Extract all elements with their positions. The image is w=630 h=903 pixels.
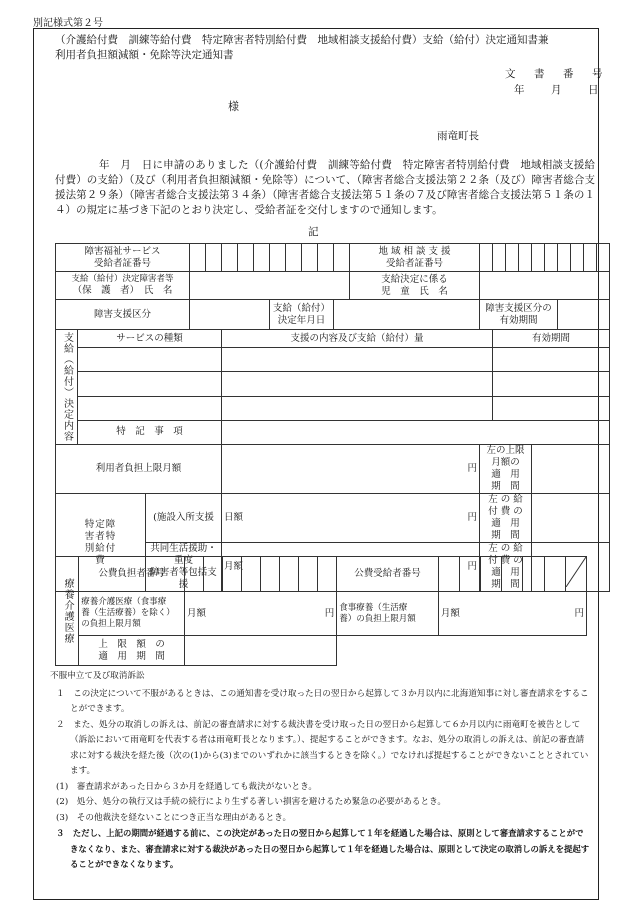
blank-area xyxy=(337,636,587,666)
yen-unit: 円 xyxy=(467,463,478,474)
notes-heading: 不服申立て及び取消訴訟 xyxy=(50,671,145,681)
medical-care-limit-label: 療養介護医療（食事療 養（生活療養）を除く） の負担上限月額 xyxy=(79,592,185,636)
monthly-amount-label: 月額 xyxy=(440,607,460,619)
copay-limit-period-field[interactable] xyxy=(532,445,610,494)
note-sub-2: (2) 処分、処分の執行又は手続の続行により生ずる著しい損害を避けるため緊急の必要があるとき。 xyxy=(56,797,446,807)
benefit-period-field[interactable] xyxy=(532,494,610,543)
class-validity-field[interactable] xyxy=(558,300,610,330)
number-cell[interactable] xyxy=(242,557,261,592)
number-cell[interactable] xyxy=(459,557,480,592)
document-number-label: 文 書 番 号 xyxy=(505,68,607,80)
recipient-suffix: 様 xyxy=(228,100,239,113)
group-living-label: 共同生活援助・重度 障害者等包括支援 xyxy=(146,543,222,592)
limit-period-field[interactable] xyxy=(185,636,337,666)
number-cell[interactable] xyxy=(558,244,571,272)
limit-period-label: 上 限 額 の 適 用 期 間 xyxy=(79,636,185,666)
diagonal-slash-icon xyxy=(566,557,586,587)
service-type-cell[interactable] xyxy=(78,372,222,396)
meal-limit-field[interactable] xyxy=(438,592,586,636)
number-cell[interactable] xyxy=(502,557,523,592)
decision-date-label: 支給（給付） 決定年月日 xyxy=(270,300,334,330)
number-cell[interactable] xyxy=(299,557,318,592)
class-validity-label: 障害支援区分の 有効期間 xyxy=(480,300,558,330)
note-sub-1: (1) 審査請求があった日から３か月を経過しても裁決がないとき。 xyxy=(56,781,317,792)
number-cell[interactable] xyxy=(506,244,519,272)
community-support-number-label: 地 域 相 談 支 援 受給者証番号 xyxy=(350,244,480,272)
meal-limit-label: 食事療養（生活療 養）の負担上限月額 xyxy=(337,592,439,636)
date-label: 年 月 日 xyxy=(514,84,607,96)
number-cell[interactable] xyxy=(532,244,545,272)
service-type-header: サービスの種類 xyxy=(78,330,222,348)
number-cell[interactable] xyxy=(185,557,204,592)
service-type-cell[interactable] xyxy=(78,396,222,420)
number-cell[interactable] xyxy=(206,244,222,272)
copay-limit-period-label: 左の上限月額の 適 用 期 間 xyxy=(480,445,532,494)
note-3: ３ ただし、上記の期間が経過する前に、この決定があった日の翌日から起算して１年を経過した場合は、原則として審査請求することができなくなり、また、審査請求に対する裁決があった日の翌日から起算して１年を経過した場合は、原則として決定の取消しの訴えを提起することができなくなります。 xyxy=(56,828,590,869)
number-cell[interactable] xyxy=(480,244,493,272)
note-1: １ この決定について不服があるときは、この通知書を受け取った日の翌日から起算して３か月以内に北海道知事に対し審査請求をすることができます。 xyxy=(56,688,589,714)
decision-date-field[interactable] xyxy=(334,300,480,330)
title-line-1: （介護給付費 訓練等給付費 特定障害者特別給付費 地域相談支援給付費）支給（給付）決定通知書兼 xyxy=(55,34,549,46)
valid-period-cell[interactable] xyxy=(493,348,610,372)
special-notes-label: 特 記 事 項 xyxy=(78,420,222,444)
support-amount-cell[interactable] xyxy=(222,372,493,396)
yen-unit: 円 xyxy=(467,561,478,572)
form-number-label: 別記様式第２号 xyxy=(33,18,103,29)
disability-class-field[interactable] xyxy=(190,300,270,330)
medical-care-vertical-label: 療養介護医療 xyxy=(56,557,79,666)
copay-limit-label: 利用者負担上限月額 xyxy=(56,445,222,494)
number-cell[interactable] xyxy=(584,244,597,272)
number-cell[interactable] xyxy=(204,557,223,592)
document-title xyxy=(55,33,595,63)
valid-period-header: 有効期間 xyxy=(493,330,610,348)
disability-class-label: 障害支援区分 xyxy=(56,300,190,330)
number-cell[interactable] xyxy=(597,244,610,272)
title-line-2: 利用者負担額減額・免除等決定通知書 xyxy=(55,49,234,61)
note-2: ２ また、処分の取消しの訴えは、前記の審査請求に対する裁決書を受け取った日の翌日から起算して６か月以内に雨竜町を被告として（訴訟において雨竜町を代表する者は雨竜町長となります。）、提起することができます。なお、処分の取消しの訴えは、前記の審査請求に対する裁決を経た後（次の(1)から(3)までのいずれかに該当するときを除く。）でなければ提起することができないこととされています。 xyxy=(56,719,589,776)
service-type-cell[interactable] xyxy=(78,348,222,372)
note-sub-3: (3) その他裁決を経ないことにつき正当な理由があるとき。 xyxy=(56,812,292,823)
valid-period-cell[interactable] xyxy=(493,396,610,420)
facility-support-label: (施設入所支援 xyxy=(146,494,222,543)
special-benefit-label: 特定障 害者特 別給付 費 xyxy=(56,494,146,592)
yen-unit: 円 xyxy=(324,607,335,619)
child-name-label xyxy=(350,272,480,300)
number-cell[interactable] xyxy=(270,244,286,272)
benefit-period-label: 左 の 給 付 費 の 適 用 期 間 xyxy=(480,543,532,592)
payer-number-label: 公費負担者番号 xyxy=(79,557,185,592)
special-notes-field[interactable] xyxy=(222,420,610,444)
number-cell[interactable] xyxy=(481,557,502,592)
number-cell[interactable] xyxy=(493,244,506,272)
intro-paragraph: 年 月 日に申請のありました（(介護給付費 訓練等給付費 特定障害者特別給付費 地域相談支援給付費）の支給）（及び（利用者負担額減額・免除等）について、（障害者総合支援法第２２条（及び）障害者総合支援法第２９条）（障害者総合支援法第３４条）（障害者総合支援法第５１条の７及び障害者総合支援法第５１条の１４）の規定に基づき下記のとおり決定し、受給者証を交付しますので通知します。 xyxy=(55,159,595,216)
medical-care-limit-field[interactable] xyxy=(185,592,337,636)
decision-table xyxy=(55,243,610,592)
daily-amount-label: 日額 xyxy=(224,512,244,523)
monthly-amount-label: 月額 xyxy=(187,607,207,619)
guardian-name-main-label: （保 護 者） 氏 名 xyxy=(72,285,173,296)
child-name-label-line1: 支給決定に係る xyxy=(381,273,448,285)
number-cell[interactable] xyxy=(318,557,337,592)
copay-limit-field[interactable] xyxy=(222,445,480,494)
welfare-service-number-label: 障害福祉サービス 受給者証番号 xyxy=(56,244,190,272)
number-cell[interactable] xyxy=(254,244,270,272)
number-cell[interactable] xyxy=(222,244,238,272)
number-cell[interactable] xyxy=(238,244,254,272)
number-cell[interactable] xyxy=(318,244,334,272)
number-cell[interactable] xyxy=(280,557,299,592)
facility-daily-field[interactable] xyxy=(222,494,480,543)
ki-heading: 記 xyxy=(308,226,319,238)
number-cell[interactable] xyxy=(519,244,532,272)
number-cell[interactable] xyxy=(334,244,350,272)
sender-name: 雨竜町長 xyxy=(437,130,479,142)
number-cell[interactable] xyxy=(302,244,318,272)
guardian-name-field[interactable] xyxy=(190,272,350,300)
valid-period-cell[interactable] xyxy=(493,372,610,396)
yen-unit: 円 xyxy=(574,607,584,619)
appeal-notes xyxy=(50,669,590,873)
number-cell[interactable] xyxy=(544,557,565,592)
decision-content-vertical-label: 支給（給付）決定内容 xyxy=(56,330,78,445)
yen-unit: 円 xyxy=(467,512,478,523)
number-cell[interactable] xyxy=(190,244,206,272)
number-cell[interactable] xyxy=(223,557,242,592)
support-amount-cell[interactable] xyxy=(222,348,493,372)
number-cell[interactable] xyxy=(286,244,302,272)
recipient-number-label: 公費受給者番号 xyxy=(337,557,439,592)
document-number-block xyxy=(505,66,607,98)
number-cell[interactable] xyxy=(545,244,558,272)
number-cell-slashed xyxy=(565,557,586,592)
number-cell[interactable] xyxy=(438,557,459,592)
support-amount-cell[interactable] xyxy=(222,396,493,420)
guardian-name-small-label: 支給（給付）決定障害者等 xyxy=(71,274,174,284)
support-amount-header: 支援の内容及び支給（給付）量 xyxy=(222,330,493,348)
guardian-name-label xyxy=(56,272,190,300)
number-cell[interactable] xyxy=(523,557,544,592)
child-name-label-line2: 児 童 氏 名 xyxy=(381,285,448,297)
benefit-period-label: 左 の 給 付 費 の 適 用 期 間 xyxy=(480,494,532,543)
number-cell[interactable] xyxy=(261,557,280,592)
medical-care-table xyxy=(55,556,587,666)
monthly-amount-label: 月額 xyxy=(224,561,244,572)
number-cell[interactable] xyxy=(571,244,584,272)
child-name-field[interactable] xyxy=(480,272,610,300)
